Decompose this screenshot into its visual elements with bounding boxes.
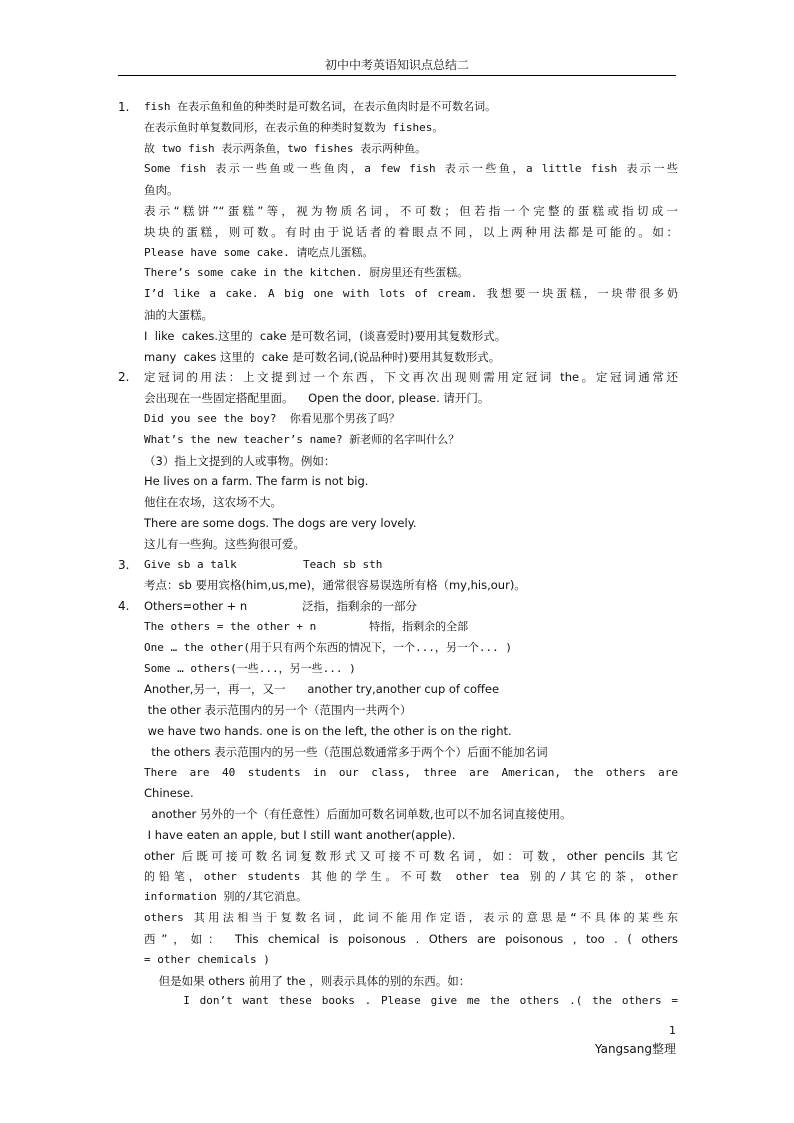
text-line: I’d like a cake. A big one with lots of cream. 我想要一块蛋糕，一块带很多奶 [144, 287, 678, 301]
text-line: many cakes 这里的 cake 是可数名词,(说品种时)要用其复数形式。 [144, 349, 501, 364]
text-line: There are some dogs. The dogs are very lovely. [144, 516, 417, 530]
text-line: others 其用法相当于复数名词，此词不能用作定语，表示的意思是“不具体的某些东 [144, 911, 678, 925]
list-number: 1. [118, 100, 130, 114]
text-line: fish 在表示鱼和鱼的种类时是可数名词，在表示鱼肉时是不可数名词。 [144, 100, 497, 113]
text-line: 但是如果 others 前用了 the ，则表示具体的别的东西。如： [144, 973, 471, 988]
text-line: What’s the new teacher’s name? 新老师的名字叫什么？ [144, 432, 460, 446]
text-line: Some fish 表示一些鱼或一些鱼肉，a few fish 表示一些鱼，a little fish 表示一些 [144, 162, 678, 176]
text-line: the other 表示范围内的另一个（范围内一共两个） [144, 703, 412, 718]
text-line: other 后既可接可数名词复数形式又可接不可数名词，如：可数，other pencils 其它 [144, 848, 678, 863]
text-line: One … the other(用于只有两个东西的情况下，一个...，另一个... ) [144, 640, 512, 654]
text-line: 表示“糕饼”“蛋糕”等，视为物质名词，不可数；但若指一个完整的蛋糕或指切成一 [144, 204, 678, 218]
text-line: we have two hands. one is on the left, the other is on the right. [144, 724, 512, 738]
page-header-title: 初中中考英语知识点总结二 [324, 58, 469, 72]
text-line: Did you see the boy? 你看见那个男孩了吗？ [144, 412, 400, 425]
text-line: Another,另一，再一，又一 another try,another cup of coffee [144, 682, 500, 697]
text-line: 故 two fish 表示两条鱼，two fishes 表示两种鱼。 [144, 141, 427, 155]
text-line: 在表示鱼时单复数同形，在表示鱼的种类时复数为 fishes。 [144, 120, 444, 134]
text-line: Give sb a talk Teach sb sth [144, 557, 383, 571]
text-line: Please have some cake. 请吃点儿蛋糕。 [144, 245, 374, 259]
list-number: 4. [118, 599, 130, 614]
text-line: There’s some cake in the kitchen. 厨房里还有些蛋糕。 [144, 266, 469, 280]
text-line: Others=other + n 泛指，指剩余的一部分 [144, 599, 417, 614]
text-line: 块块的蛋糕，则可数。有时由于说话者的着眼点不同，以上两种用法都是可能的。如： [144, 224, 678, 239]
text-line: = other chemicals ) [144, 952, 270, 966]
text-line: There are 40 students in our class, three are American, the others are [144, 765, 678, 779]
text-line: 鱼肉。 [144, 183, 179, 198]
text-line: 考点：sb 要用宾格(him,us,me)，通常很容易误选所有格（my,his,our)。 [144, 578, 526, 593]
text-line: the others 表示范围内的另一些（范围总数通常多于两个个）后面不能加名词 [144, 744, 548, 759]
text-line: I don’t want these books . Please give me the others .( the others = [144, 994, 678, 1008]
text-line: 的铅笔，other students 其他的学生。不可数 other tea 别的/其它的茶，other [144, 869, 678, 883]
text-line: 油的大蛋糕。 [144, 308, 213, 322]
text-line: 会出现在一些固定搭配里面。 Open the door, please. 请开门。 [144, 391, 490, 406]
text-line: I have eaten an apple, but I still want another(apple). [144, 828, 456, 842]
list-number: 2. [118, 370, 130, 385]
text-line: Some … others(一些...，另一些... ) [144, 661, 356, 675]
text-line: Chinese. [144, 786, 194, 801]
footer-signature: Yangsang整理 [594, 1042, 676, 1056]
page-number: 1 [669, 1024, 676, 1037]
text-line: 定冠词的用法：上文提到过一个东西，下文再次出现则需用定冠词 the。定冠词通常还 [144, 370, 678, 385]
text-line: I like cakes.这里的 cake 是可数名词，(谈喜爱时)要用其复数形式。 [144, 328, 507, 343]
text-line: 西”，如： This chemical is poisonous . Others are poisonous , too . ( others [144, 932, 678, 946]
text-line: （3）指上文提到的人或事物。例如： [144, 453, 336, 468]
header-divider [118, 75, 676, 76]
text-line: 他住在农场，这农场不大。 [144, 495, 282, 510]
text-line: another 另外的一个（有任意性）后面加可数名词单数,也可以不加名词直接使用。 [144, 807, 572, 822]
text-line: He lives on a farm. The farm is not big. [144, 474, 369, 489]
text-line: The others = the other + n 特指，指剩余的全部 [144, 620, 469, 633]
list-number: 3. [118, 557, 130, 572]
text-line: 这儿有一些狗。这些狗很可爱。 [144, 536, 305, 551]
text-line: information 别的/其它消息。 [144, 890, 308, 904]
